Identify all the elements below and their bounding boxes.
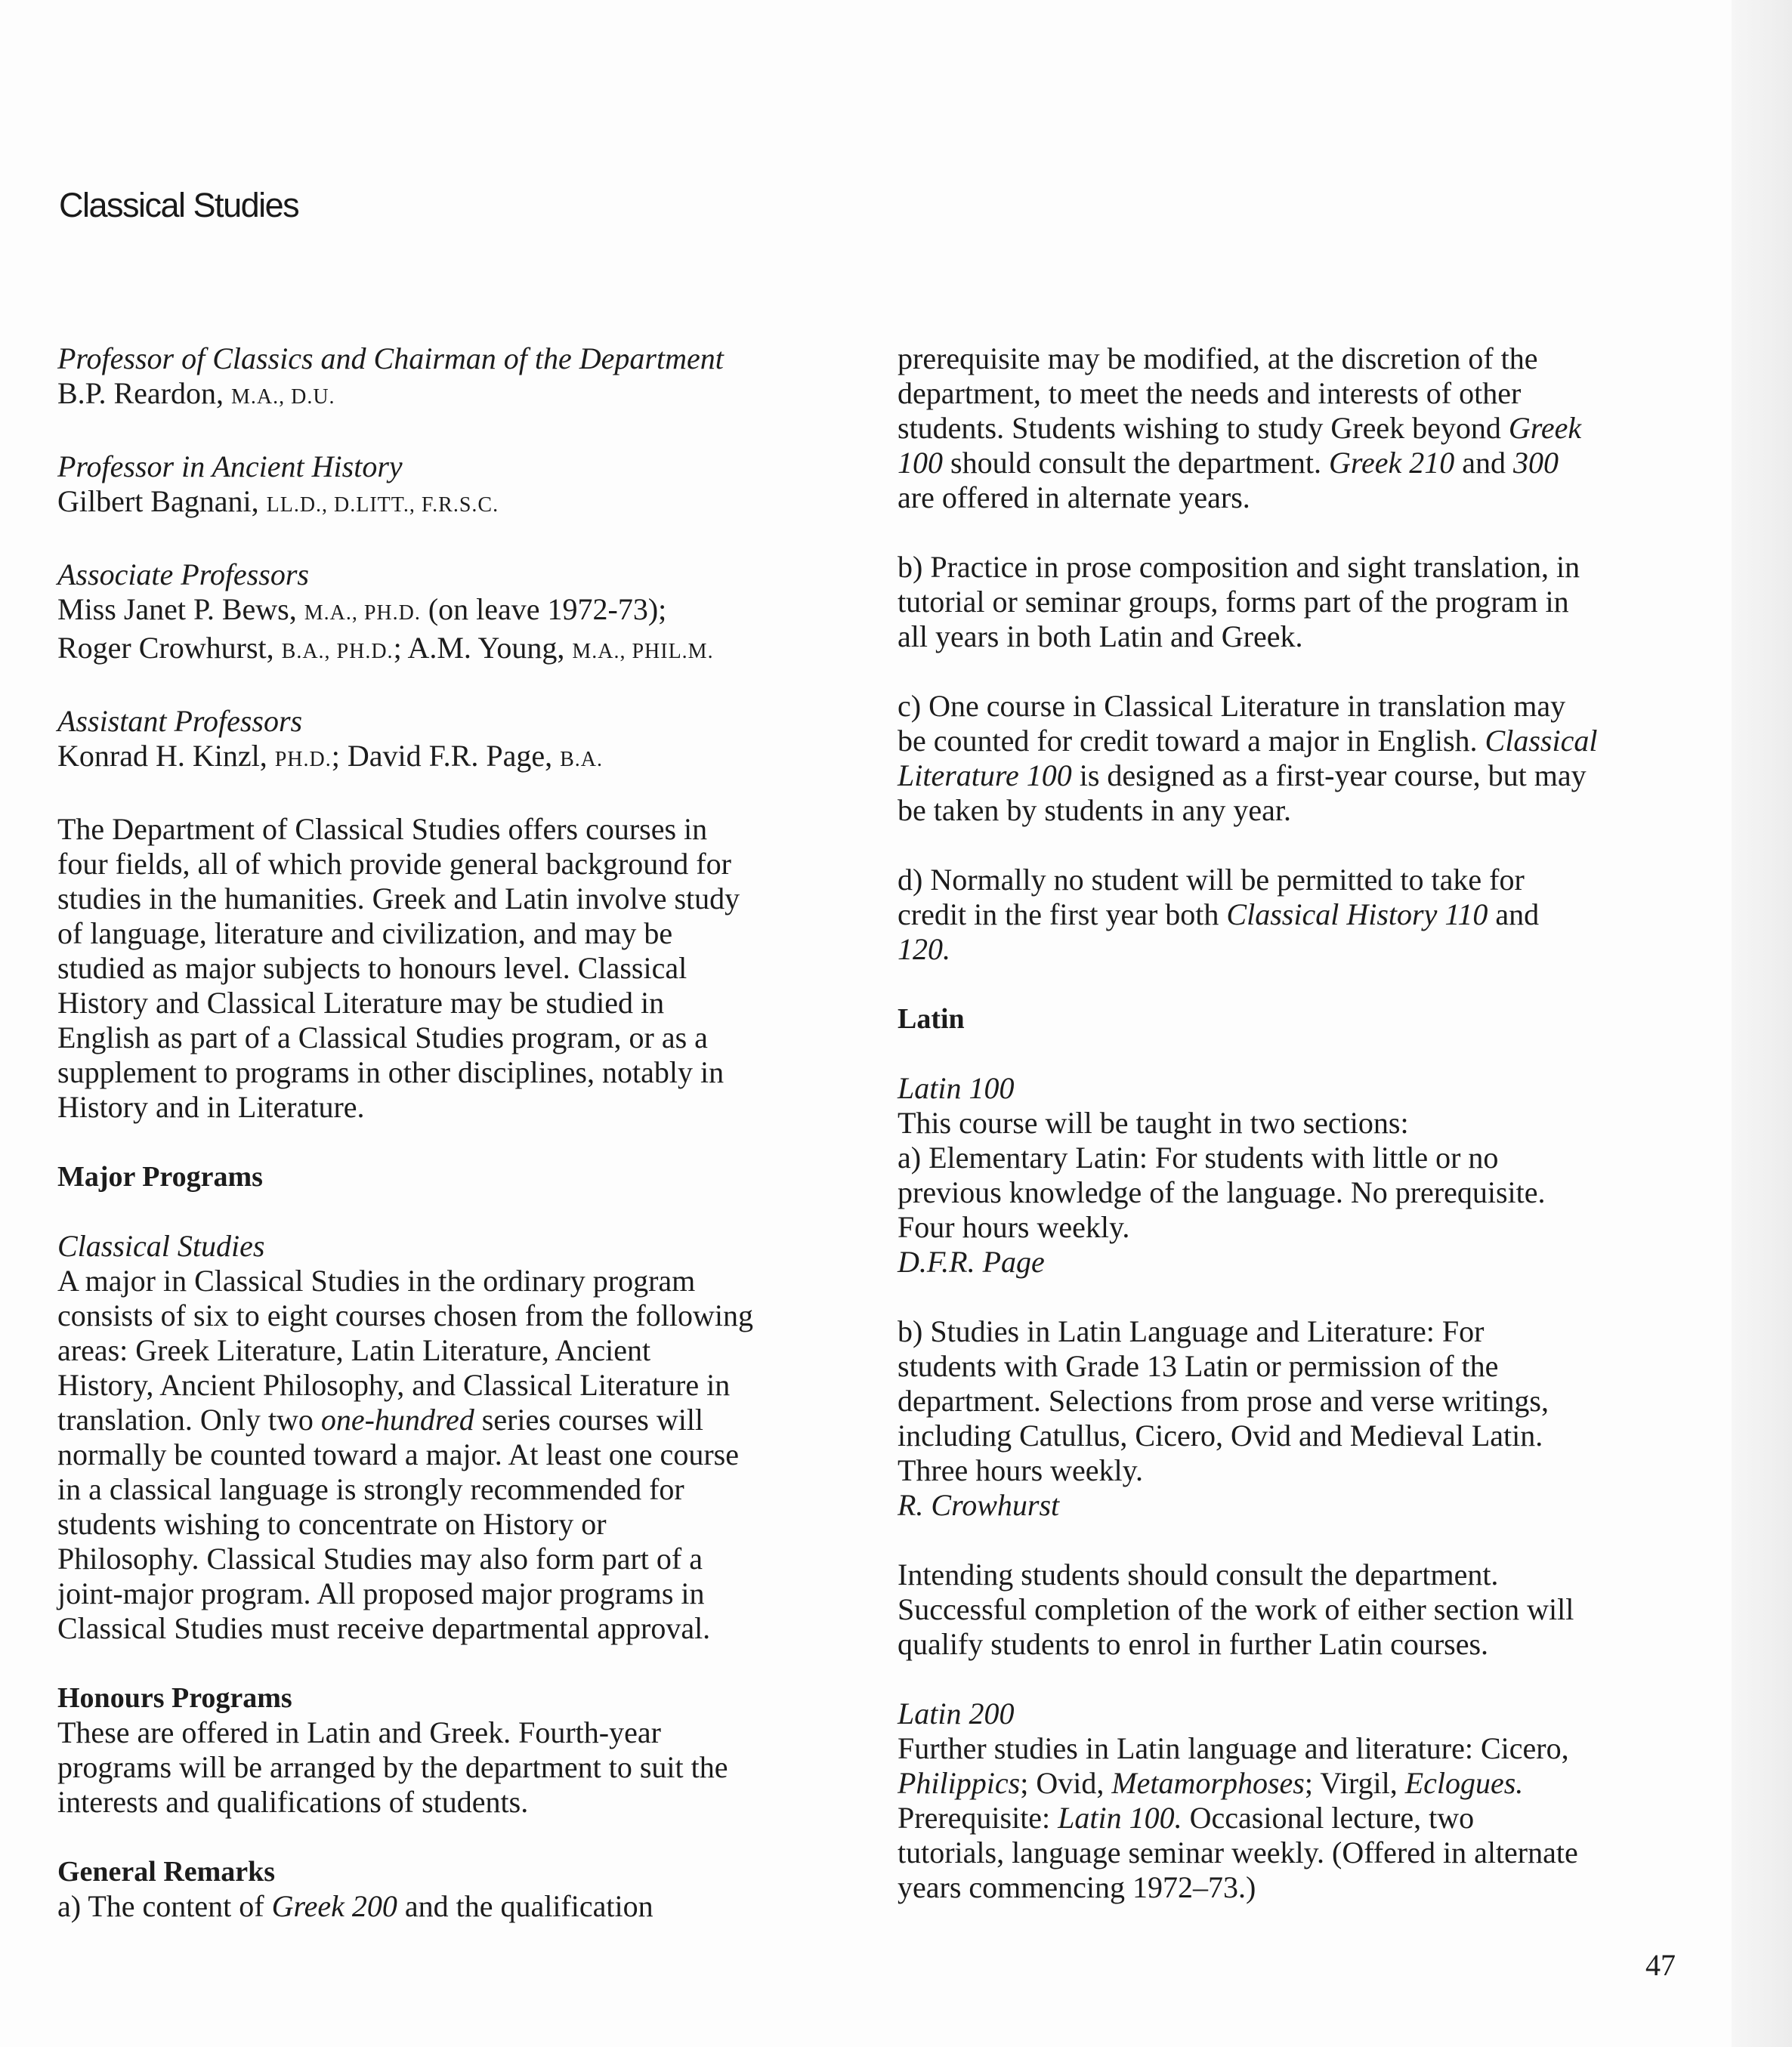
major-line: Philosophy. Classical Studies may also form part of a [57, 1542, 703, 1576]
remark-a-line: are offered in alternate years. [898, 480, 1250, 514]
latin-100b-line: students with Grade 13 Latin or permission of the [898, 1349, 1499, 1383]
remark-c-line: c) One course in Classical Literature in translation may [898, 689, 1566, 723]
remark-d-line: d) Normally no student will be permitted to take for [898, 863, 1525, 897]
instructor-name: R. Crowhurst [898, 1488, 1060, 1522]
remark-c-line: Literature 100 is designed as a first-year course, but may [898, 758, 1587, 792]
chair-line: B.P. Reardon, M.A., D.U. [57, 376, 335, 410]
intro-line: History and Classical Literature may be studied in [57, 986, 665, 1020]
major-line: A major in Classical Studies in the ordinary program [57, 1264, 696, 1298]
intending-line: Intending students should consult the department. [898, 1558, 1499, 1592]
remark-a-line: prerequisite may be modified, at the discretion of the [898, 341, 1538, 375]
remark-a-line: department, to meet the needs and interests of other [898, 376, 1522, 410]
intro-line: four fields, all of which provide general background for [57, 847, 731, 881]
intro-line: studies in the humanities. Greek and Latin involve study [57, 881, 740, 915]
latin-200-line: Philippics; Ovid, Metamorphoses; Virgil, Eclogues. [898, 1766, 1524, 1800]
major-line: joint-major program. All proposed major programs in [57, 1576, 705, 1610]
major-line: areas: Greek Literature, Latin Literature, Ancient [57, 1333, 651, 1367]
ancient-history-title: Professor in Ancient History [57, 449, 403, 483]
page-number: 47 [1645, 1948, 1676, 1982]
major-line: students wishing to concentrate on History or [57, 1507, 607, 1541]
latin-100-line: previous knowledge of the language. No prerequisite. [898, 1175, 1546, 1209]
latin-100b-line: department. Selections from prose and verse writings, [898, 1384, 1549, 1418]
remark-b-line: all years in both Latin and Greek. [898, 619, 1303, 653]
latin-200-line: Further studies in Latin language and literature: Cicero, [898, 1731, 1569, 1765]
intro-line: of language, literature and civilization, and may be [57, 916, 673, 950]
major-line: normally be counted toward a major. At least one course [57, 1437, 739, 1471]
page-title: Classical Studies [59, 186, 299, 224]
latin-100b-line: b) Studies in Latin Language and Literature: For [898, 1314, 1485, 1348]
remark-d-line: credit in the first year both Classical History 110 and [898, 897, 1540, 931]
latin-100-title: Latin 100 [898, 1071, 1015, 1105]
instructor-name: D.F.R. Page [898, 1245, 1045, 1279]
associate-line-2: Roger Crowhurst, B.A., PH.D.; A.M. Young, M.A., PHIL.M. [57, 631, 714, 665]
latin-100-line: Four hours weekly. [898, 1210, 1130, 1244]
assistant-title: Assistant Professors [57, 704, 303, 738]
honours-line: programs will be arranged by the department to suit the [57, 1750, 728, 1784]
major-line: History, Ancient Philosophy, and Classical Literature in [57, 1368, 731, 1402]
latin-100b-line: Three hours weekly. [898, 1453, 1144, 1487]
remark-a-line: students. Students wishing to study Greek beyond Greek [898, 411, 1582, 445]
remark-b-line: b) Practice in prose composition and sight translation, in [898, 550, 1580, 584]
chair-title: Professor of Classics and Chairman of the Department [57, 341, 724, 375]
honours-line: interests and qualifications of students. [57, 1785, 529, 1819]
honours-line: These are offered in Latin and Greek. Fourth-year [57, 1715, 661, 1749]
major-line: translation. Only two one-hundred series courses will [57, 1403, 704, 1437]
latin-100-line: This course will be taught in two sections: [898, 1106, 1409, 1140]
major-line: consists of six to eight courses chosen from the following [57, 1298, 753, 1332]
intending-line: Successful completion of the work of either section will [898, 1592, 1574, 1626]
intro-line: History and in Literature. [57, 1090, 365, 1124]
intro-line: studied as major subjects to honours level. Classical [57, 951, 687, 985]
major-line: Classical Studies must receive departmental approval. [57, 1611, 711, 1645]
intro-line: English as part of a Classical Studies program, or as a [57, 1020, 708, 1054]
right-column [898, 341, 1698, 1905]
honours-heading: Honours Programs [57, 1682, 292, 1714]
classical-studies-subheading: Classical Studies [57, 1229, 265, 1263]
remark-b-line: tutorial or seminar groups, forms part of the program in [898, 585, 1569, 619]
remark-c-line: be taken by students in any year. [898, 793, 1291, 827]
ancient-history-line: Gilbert Bagnani, LL.D., D.LITT., F.R.S.C. [57, 484, 499, 518]
intending-line: qualify students to enrol in further Latin courses. [898, 1627, 1489, 1661]
general-remarks-heading: General Remarks [57, 1856, 276, 1888]
latin-200-title: Latin 200 [898, 1697, 1015, 1731]
left-column [57, 341, 851, 1924]
general-remarks-line: a) The content of Greek 200 and the qualification [57, 1889, 653, 1923]
latin-100-line: a) Elementary Latin: For students with little or no [898, 1141, 1499, 1175]
assistant-line: Konrad H. Kinzl, PH.D.; David F.R. Page, B.A. [57, 739, 603, 773]
remark-c-line: be counted for credit toward a major in English. Classical [898, 724, 1598, 758]
latin-heading: Latin [898, 1003, 965, 1035]
page-edge-shadow [1732, 0, 1792, 2047]
intro-line: The Department of Classical Studies offers courses in [57, 812, 708, 846]
remark-a-line: 100 should consult the department. Greek 210 and 300 [898, 446, 1559, 480]
major-line: in a classical language is strongly recommended for [57, 1472, 684, 1506]
latin-200-line: tutorials, language seminar weekly. (Offered in alternate [898, 1836, 1578, 1869]
associate-title: Associate Professors [57, 557, 309, 591]
intro-line: supplement to programs in other disciplines, notably in [57, 1055, 725, 1089]
remark-d-line: 120. [898, 932, 950, 966]
latin-200-line: years commencing 1972–73.) [898, 1870, 1256, 1904]
latin-100b-line: including Catullus, Cicero, Ovid and Medieval Latin. [898, 1419, 1543, 1453]
latin-200-line: Prerequisite: Latin 100. Occasional lecture, two [898, 1801, 1475, 1835]
major-programs-heading: Major Programs [57, 1161, 263, 1193]
associate-line-1: Miss Janet P. Bews, M.A., PH.D. (on leave 1972-73); [57, 592, 667, 626]
